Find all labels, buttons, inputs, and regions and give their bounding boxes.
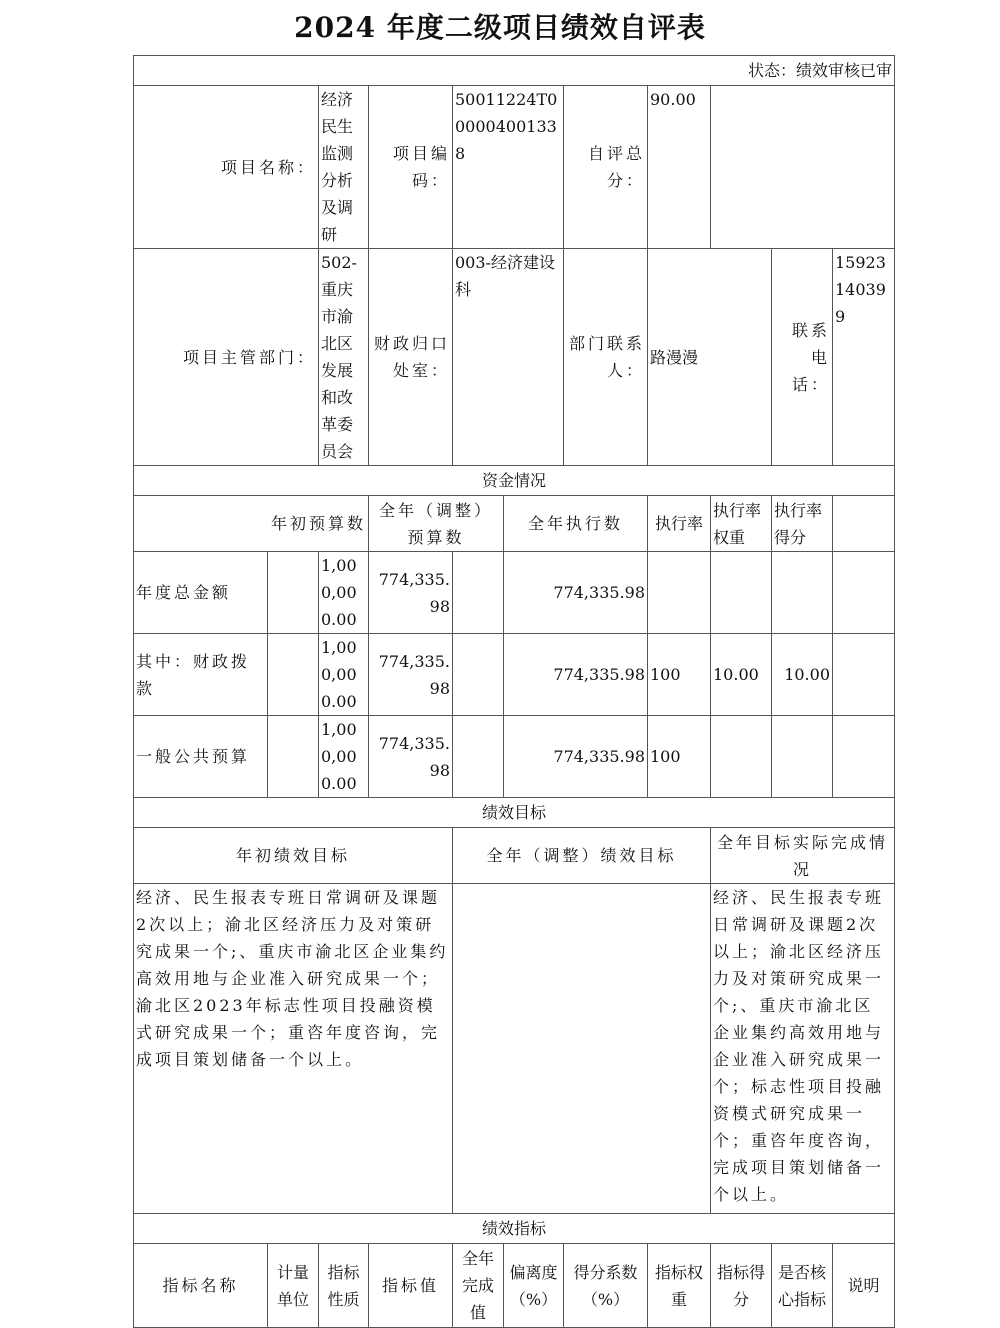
empty-cell <box>833 716 895 798</box>
status-row <box>134 56 895 86</box>
funds-header-initial: 年初预算数 <box>134 496 369 552</box>
finance-office-value: 003-经济建设科 <box>453 249 564 466</box>
funds-row-initial: 1,000,000.00 <box>319 716 369 798</box>
funds-row-executed: 774,335.98 <box>504 716 648 798</box>
funds-row-executed: 774,335.98 <box>504 552 648 634</box>
funds-row-adjusted: 774,335.98 <box>369 552 453 634</box>
status-text: 状态：绩效审核已审 <box>134 56 895 86</box>
goals-initial-text: 经济、民生报表专班日常调研及课题2次以上；渝北区经济压力及对策研究成果一个;、重庆市渝北区企业集约高效用地与企业准入研究成果一个；渝北区2023年标志性项目投融资模式研究成果一个；重咨年度咨询，完成项目策划储备一个以上。 <box>134 884 453 1214</box>
contact-label: 部门联系人： <box>564 249 648 466</box>
empty-cell <box>833 496 895 552</box>
empty-cell <box>453 716 504 798</box>
funds-row-score <box>772 552 833 634</box>
funds-row-label: 年度总金额 <box>134 552 268 634</box>
indicators-section-title: 绩效指标 <box>134 1214 895 1244</box>
self-score-label: 自评总分： <box>564 86 648 249</box>
funds-row-score: 10.00 <box>772 634 833 716</box>
funds-row <box>134 634 895 716</box>
indicators-section-row <box>134 1214 895 1244</box>
project-name-value: 经济民生监测分析及调研 <box>319 86 369 249</box>
funds-row-label: 一般公共预算 <box>134 716 268 798</box>
indicator-header-unit: 计量单位 <box>268 1244 319 1328</box>
indicator-header-core: 是否核心指标 <box>772 1244 833 1328</box>
goals-section-row <box>134 798 895 828</box>
funds-row-adjusted: 774,335.98 <box>369 716 453 798</box>
empty-cell <box>268 716 319 798</box>
self-evaluation-table <box>133 55 895 1328</box>
indicators-header-row <box>134 1244 895 1328</box>
page-title: 2024 年度二级项目绩效自评表 <box>294 11 706 44</box>
indicator-header-value: 指标值 <box>369 1244 453 1328</box>
empty-cell <box>268 634 319 716</box>
funds-row-weight <box>711 716 772 798</box>
goals-section-title: 绩效目标 <box>134 798 895 828</box>
goals-content-row <box>134 884 895 1214</box>
indicator-header-note: 说明 <box>833 1244 895 1328</box>
funds-header-score: 执行率得分 <box>772 496 833 552</box>
funds-row <box>134 716 895 798</box>
indicator-header-weight: 指标权重 <box>648 1244 711 1328</box>
funds-header-executed: 全年执行数 <box>504 496 648 552</box>
funds-header-adjusted: 全年（调整）预算数 <box>369 496 504 552</box>
funds-header-rate: 执行率 <box>648 496 711 552</box>
finance-office-label: 财政归口处室： <box>369 249 453 466</box>
goals-header-initial: 年初绩效目标 <box>134 828 453 884</box>
dept-label: 项目主管部门： <box>134 249 319 466</box>
funds-row-initial: 1,000,000.00 <box>319 634 369 716</box>
empty-cell <box>268 552 319 634</box>
funds-row-initial: 1,000,000.00 <box>319 552 369 634</box>
contact-value: 路漫漫 <box>648 249 772 466</box>
funds-row-weight <box>711 552 772 634</box>
goals-header-actual: 全年目标实际完成情况 <box>711 828 895 884</box>
phone-value: 15923140399 <box>833 249 895 466</box>
funds-row-weight: 10.00 <box>711 634 772 716</box>
indicator-header-coefficient: 得分系数（%） <box>564 1244 648 1328</box>
department-row <box>134 249 895 466</box>
indicator-header-name: 指标名称 <box>134 1244 268 1328</box>
funds-row-rate: 100 <box>648 634 711 716</box>
goals-adjusted-text <box>453 884 711 1214</box>
funds-section-title: 资金情况 <box>134 466 895 496</box>
funds-row-adjusted: 774,335.98 <box>369 634 453 716</box>
empty-cell <box>453 552 504 634</box>
project-code-label: 项目编码： <box>369 86 453 249</box>
funds-header-row <box>134 496 895 552</box>
goals-actual-text: 经济、民生报表专班日常调研及课题2次以上；渝北区经济压力及对策研究成果一个;、重庆市渝北区企业集约高效用地与企业准入研究成果一个；标志性项目投融资模式研究成果一个；重咨年度咨询，完成项目策划储备一个以上。 <box>711 884 895 1214</box>
funds-row <box>134 552 895 634</box>
empty-cell <box>833 634 895 716</box>
goals-header-row <box>134 828 895 884</box>
empty-cell <box>711 86 895 249</box>
funds-section-row <box>134 466 895 496</box>
project-code-value: 50011224T000004001338 <box>453 86 564 249</box>
self-score-value: 90.00 <box>648 86 711 249</box>
indicator-header-nature: 指标性质 <box>319 1244 369 1328</box>
dept-value: 502-重庆市渝北区发展和改革委员会 <box>319 249 369 466</box>
funds-row-rate <box>648 552 711 634</box>
funds-row-executed: 774,335.98 <box>504 634 648 716</box>
indicator-header-deviation: 偏离度（%） <box>504 1244 564 1328</box>
phone-label: 联系电话： <box>772 249 833 466</box>
project-name-label: 项目名称： <box>134 86 319 249</box>
goals-header-adjusted: 全年（调整）绩效目标 <box>453 828 711 884</box>
project-row <box>134 86 895 249</box>
indicator-header-score: 指标得分 <box>711 1244 772 1328</box>
funds-row-score <box>772 716 833 798</box>
funds-row-label: 其中：财政拨款 <box>134 634 268 716</box>
funds-row-rate: 100 <box>648 716 711 798</box>
indicator-header-completed: 全年完成值 <box>453 1244 504 1328</box>
funds-header-weight: 执行率权重 <box>711 496 772 552</box>
empty-cell <box>833 552 895 634</box>
empty-cell <box>453 634 504 716</box>
